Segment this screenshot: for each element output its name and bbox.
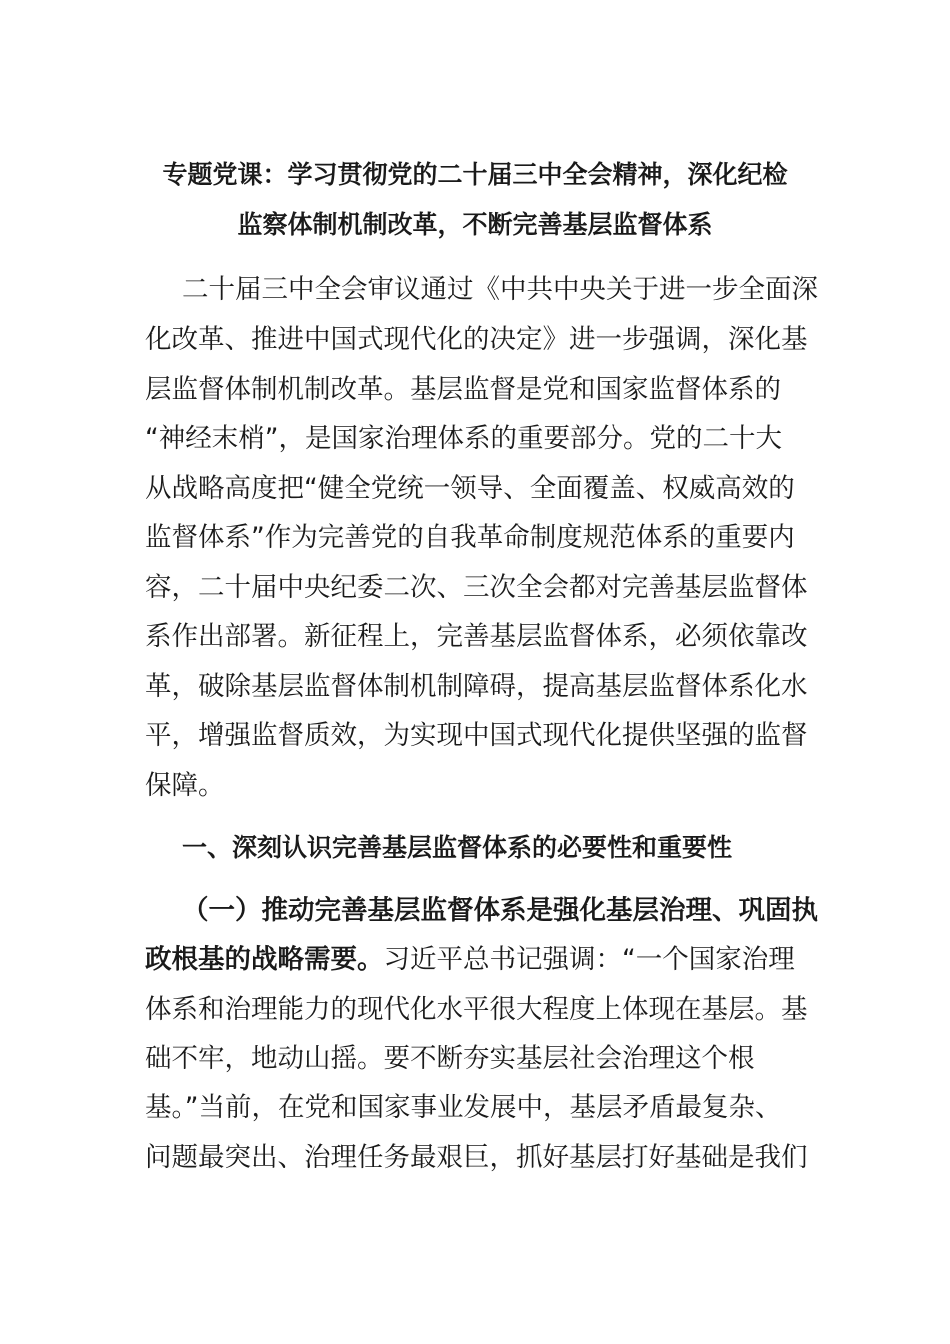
paragraph-line: 二十届三中全会审议通过《中共中央关于进一步全面深 (182, 274, 818, 305)
paragraph-line: 问题最突出、治理任务最艰巨，抓好基层打好基础是我们 (145, 1142, 808, 1173)
paragraph-line: 系作出部署。新征程上，完善基层监督体系，必须依靠改 (145, 621, 808, 652)
paragraph-line: 平，增强监督质效，为实现中国式现代化提供坚强的监督 (145, 720, 808, 751)
paragraph-line: 监督体系”作为完善党的自我革命制度规范体系的重要内 (145, 522, 795, 553)
paragraph-line: 保障。 (145, 770, 225, 801)
paragraph-line: 化改革、推进中国式现代化的决定》进一步强调，深化基 (145, 324, 808, 355)
paragraph-line: 础不牢，地动山摇。要不断夯实基层社会治理这个根 (145, 1043, 755, 1074)
paragraph-line: 容，二十届中央纪委二次、三次全会都对完善基层监督体 (145, 572, 808, 603)
subsection-heading-line: （一）推动完善基层监督体系是强化基层治理、巩固执 (182, 895, 818, 926)
subsection-heading-end: 政根基的战略需要。 (145, 944, 384, 975)
document-title-line-1: 专题党课：学习贯彻党的二十届三中全会精神，深化纪检 (162, 160, 788, 189)
paragraph-line: 体系和治理能力的现代化水平很大程度上体现在基层。基 (145, 994, 808, 1025)
paragraph-line: 革，破除基层监督体制机制障碍，提高基层监督体系化水 (145, 671, 808, 702)
paragraph-line: 层监督体制机制改革。基层监督是党和国家监督体系的 (145, 374, 781, 405)
paragraph-text: 习近平总书记强调：“一个国家治理 (383, 944, 795, 975)
paragraph-line: “神经末梢”，是国家治理体系的重要部分。党的二十大 (145, 423, 782, 454)
section-heading: 一、深刻认识完善基层监督体系的必要性和重要性 (182, 833, 733, 862)
paragraph-line: 基。”当前，在党和国家事业发展中，基层矛盾最复杂、 (145, 1092, 782, 1123)
paragraph-line: 从战略高度把“健全党统一领导、全面覆盖、权威高效的 (145, 473, 795, 504)
document-title-line-2: 监察体制机制改革，不断完善基层监督体系 (237, 210, 713, 239)
paragraph-line (145, 944, 795, 976)
